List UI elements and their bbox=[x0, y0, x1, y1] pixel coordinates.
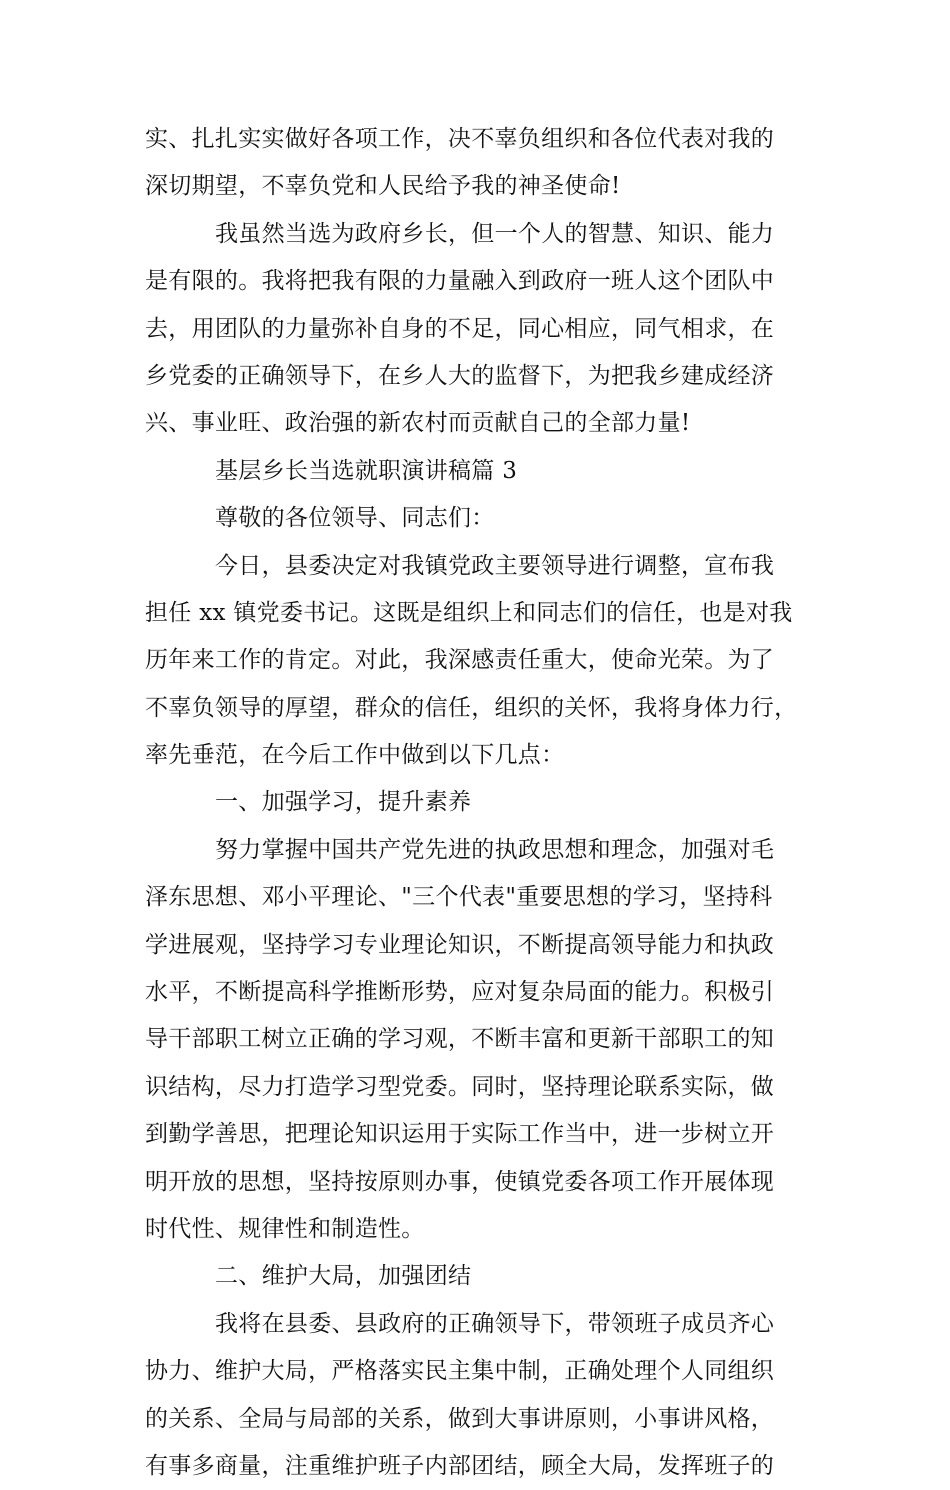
text-line: 有事多商量，注重维护班子内部团结，顾全大局，发挥班子的 bbox=[145, 1452, 775, 1479]
text-line: 水平，不断提高科学推断形势，应对复杂局面的能力。积极引 bbox=[145, 979, 775, 1006]
paragraph-first-line: 一、加强学习，提升素养 bbox=[215, 789, 472, 816]
paragraph-first-line: 努力掌握中国共产党先进的执政思想和理念，加强对毛 bbox=[215, 836, 775, 863]
text-line: 协力、维护大局，严格落实民主集中制，正确处理个人同组织 bbox=[145, 1358, 775, 1385]
text-line: 明开放的思想，坚持按原则办事，使镇党委各项工作开展体现 bbox=[145, 1168, 775, 1195]
text-line: 是有限的。我将把我有限的力量融入到政府一班人这个团队中 bbox=[145, 268, 775, 295]
text-line: 识结构，尽力打造学习型党委。同时，坚持理论联系实际，做 bbox=[145, 1073, 775, 1100]
text-line: 深切期望，不辜负党和人民给予我的神圣使命! bbox=[145, 173, 621, 200]
text-line: 的关系、全局与局部的关系，做到大事讲原则，小事讲风格， bbox=[145, 1405, 775, 1432]
text-line: 不辜负领导的厚望，群众的信任，组织的关怀，我将身体力行， bbox=[145, 694, 798, 721]
document-page bbox=[145, 116, 805, 1490]
paragraph-first-line: 今日，县委决定对我镇党政主要领导进行调整，宣布我 bbox=[215, 552, 775, 579]
paragraph-first-line: 我将在县委、县政府的正确领导下，带领班子成员齐心 bbox=[215, 1310, 775, 1337]
paragraph-first-line: 二、维护大局，加强团结 bbox=[215, 1263, 472, 1290]
text-line: 导干部职工树立正确的学习观，不断丰富和更新干部职工的知 bbox=[145, 1026, 775, 1053]
text-line: 去，用团队的力量弥补自身的不足，同心相应，同气相求，在 bbox=[145, 315, 775, 342]
text-line: 历年来工作的肯定。对此，我深感责任重大，使命光荣。为了 bbox=[145, 647, 775, 674]
paragraph-first-line: 我虽然当选为政府乡长，但一个人的智慧、知识、能力 bbox=[215, 220, 775, 247]
text-line: 到勤学善思，把理论知识运用于实际工作当中，进一步树立开 bbox=[145, 1121, 775, 1148]
text-line: 担任 xx 镇党委书记。这既是组织上和同志们的信任，也是对我 bbox=[145, 599, 793, 626]
text-line: 学进展观，坚持学习专业理论知识，不断提高领导能力和执政 bbox=[145, 931, 775, 958]
paragraph-first-line: 尊敬的各位领导、同志们： bbox=[215, 505, 495, 532]
text-line: 时代性、规律性和制造性。 bbox=[145, 1215, 425, 1242]
text-line: 泽东思想、邓小平理论、"三个代表"重要思想的学习，坚持科 bbox=[145, 884, 773, 911]
text-line: 兴、事业旺、政治强的新农村而贡献自己的全部力量! bbox=[145, 410, 691, 437]
text-line: 率先垂范，在今后工作中做到以下几点： bbox=[145, 742, 565, 769]
text-line: 实、扎扎实实做好各项工作，决不辜负组织和各位代表对我的 bbox=[145, 126, 775, 152]
paragraph-first-line: 基层乡长当选就职演讲稿篇 3 bbox=[215, 457, 518, 484]
text-line: 乡党委的正确领导下，在乡人大的监督下，为把我乡建成经济 bbox=[145, 362, 775, 389]
